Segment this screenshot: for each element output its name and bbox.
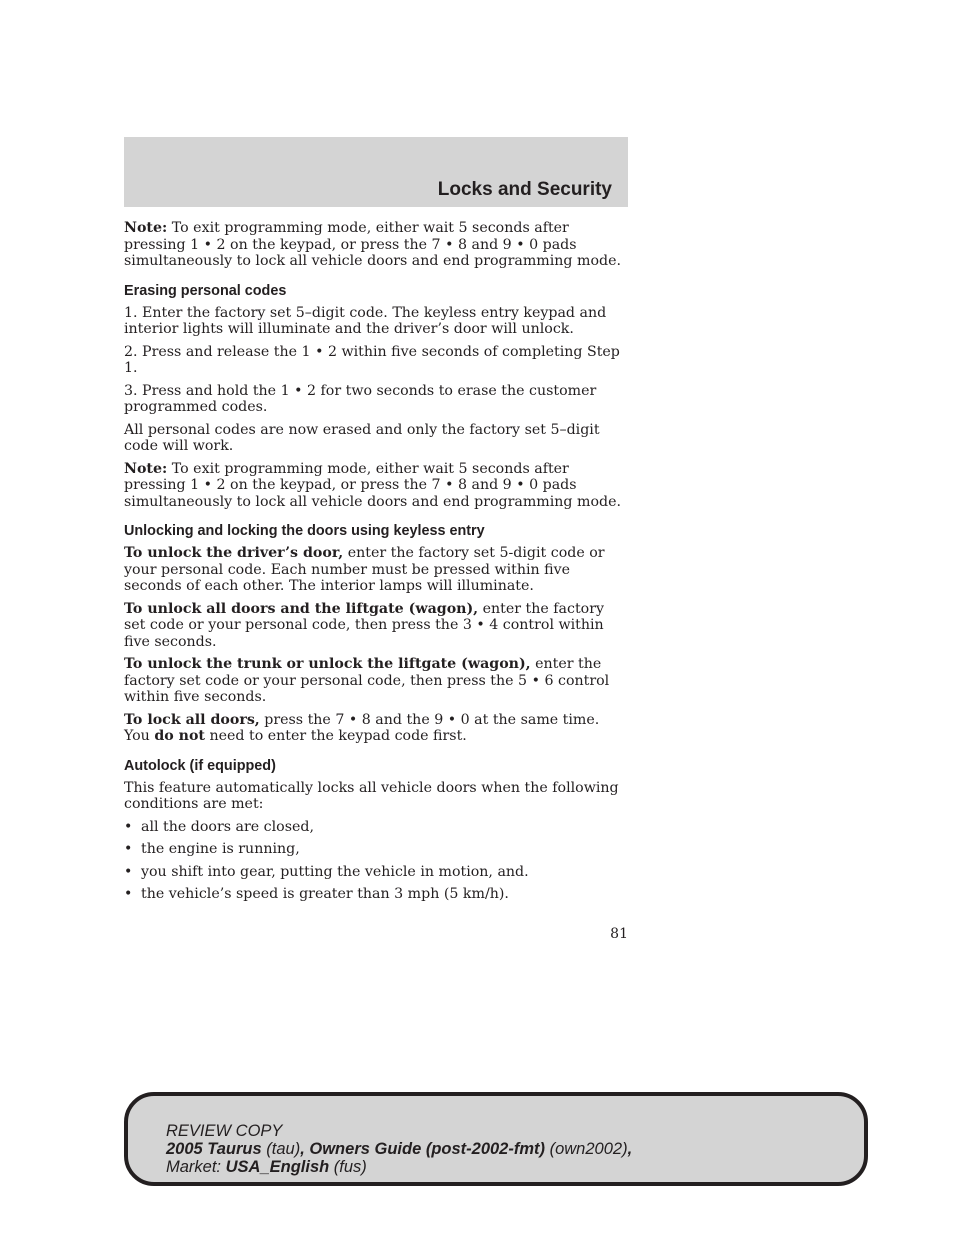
lock-all-doors-text-end: need to enter the keypad code first.: [204, 728, 467, 744]
footer-market: USA_English: [225, 1158, 330, 1176]
unlock-all-doors-label: To unlock all doors and the liftgate (wagon),: [124, 600, 479, 617]
unlock-driver-door-text: enter the factory set 5-digit code or your personal code. Each number must be pressed within five seconds of each other. The interior lamps will illuminate.: [124, 545, 605, 594]
lock-all-doors-paragraph: [124, 712, 628, 745]
footer-separator: ,: [627, 1140, 633, 1158]
note-label: Note:: [124, 220, 168, 236]
unlock-trunk-paragraph: [124, 656, 628, 706]
erasing-summary: All personal codes are now erased and only the factory set 5–digit code will work.: [124, 421, 600, 454]
lock-all-doors-label: To lock all doors,: [124, 711, 260, 728]
keyless-entry-heading: Unlocking and locking the doors using keyless entry: [124, 523, 485, 539]
footer-guide-code: (own2002): [545, 1140, 628, 1158]
footer-market-label: Market:: [166, 1158, 226, 1176]
footer-model-code: (tau): [261, 1140, 301, 1158]
bullet-icon: •: [124, 886, 133, 902]
note-paragraph: [124, 461, 628, 511]
bullet-icon: •: [124, 818, 133, 835]
list-item-text: the vehicle’s speed is greater than 3 mph (5 km/h).: [141, 886, 509, 902]
unlock-trunk-label: To unlock the trunk or unlock the liftgate (wagon),: [124, 656, 531, 672]
footer-market-line: [166, 1158, 632, 1176]
autolock-intro: This feature automatically locks all vehicle doors when the following conditions are met:: [124, 779, 619, 812]
list-item: [124, 819, 628, 836]
section-header-band: [124, 137, 628, 207]
unlock-driver-door-label: To unlock the driver’s door,: [124, 545, 344, 561]
footer-guide: Owners Guide (post-2002-fmt): [309, 1140, 546, 1158]
footer-publication-line: [166, 1140, 632, 1158]
list-item: [124, 841, 628, 858]
list-item-text: you shift into gear, putting the vehicle in motion, and.: [141, 863, 529, 880]
footer-text: [166, 1122, 632, 1176]
do-not-emphasis: do not: [154, 728, 205, 744]
erasing-step-1: 1. Enter the factory set 5–digit code. The keyless entry keypad and interior lights will illuminate and the driver’s door will unlock.: [124, 304, 607, 337]
review-copy-footer: [124, 1092, 868, 1186]
review-copy-label: REVIEW COPY: [166, 1122, 283, 1140]
bullet-icon: •: [124, 841, 133, 857]
note-text: To exit programming mode, either wait 5 seconds after pressing 1 • 2 on the keypad, or press the 7 • 8 and 9 • 0 pads simultaneously to lock all vehicle doors and end programming mode.: [124, 460, 621, 510]
autolock-conditions-list: [124, 819, 628, 903]
unlock-all-doors-paragraph: [124, 601, 628, 651]
note-text: To exit programming mode, either wait 5 seconds after pressing 1 • 2 on the keypad, or press the 7 • 8 and 9 • 0 pads simultaneously to lock all vehicle doors and end programming mode.: [124, 220, 621, 269]
unlock-trunk-text: enter the factory set code or your personal code, then press the 5 • 6 control within five seconds.: [124, 656, 610, 705]
erasing-step-3: 3. Press and hold the 1 • 2 for two seconds to erase the customer programmed codes.: [124, 382, 597, 415]
page-number: 81: [610, 926, 628, 942]
erasing-codes-heading: Erasing personal codes: [124, 282, 287, 299]
list-item-text: the engine is running,: [141, 841, 300, 857]
autolock-heading: Autolock (if equipped): [124, 757, 276, 774]
section-title: Locks and Security: [437, 179, 612, 200]
list-item: [124, 886, 628, 903]
erasing-step-2: 2. Press and release the 1 • 2 within five seconds of completing Step 1.: [124, 343, 620, 376]
unlock-driver-door-paragraph: [124, 545, 628, 595]
list-item: [124, 864, 628, 881]
footer-model: 2005 Taurus: [166, 1140, 262, 1158]
footer-separator: ,: [300, 1140, 310, 1158]
bullet-icon: •: [124, 863, 133, 880]
page-content: [124, 220, 628, 909]
note-label: Note:: [124, 460, 168, 477]
note-paragraph: [124, 220, 628, 270]
lock-all-doors-text: press the 7 • 8 and the 9 • 0 at the same time. You: [124, 711, 600, 744]
footer-market-code: (fus): [329, 1158, 367, 1176]
unlock-all-doors-text: enter the factory set code or your personal code, then press the 3 • 4 control within five seconds.: [124, 600, 604, 650]
list-item-text: all the doors are closed,: [141, 818, 314, 835]
